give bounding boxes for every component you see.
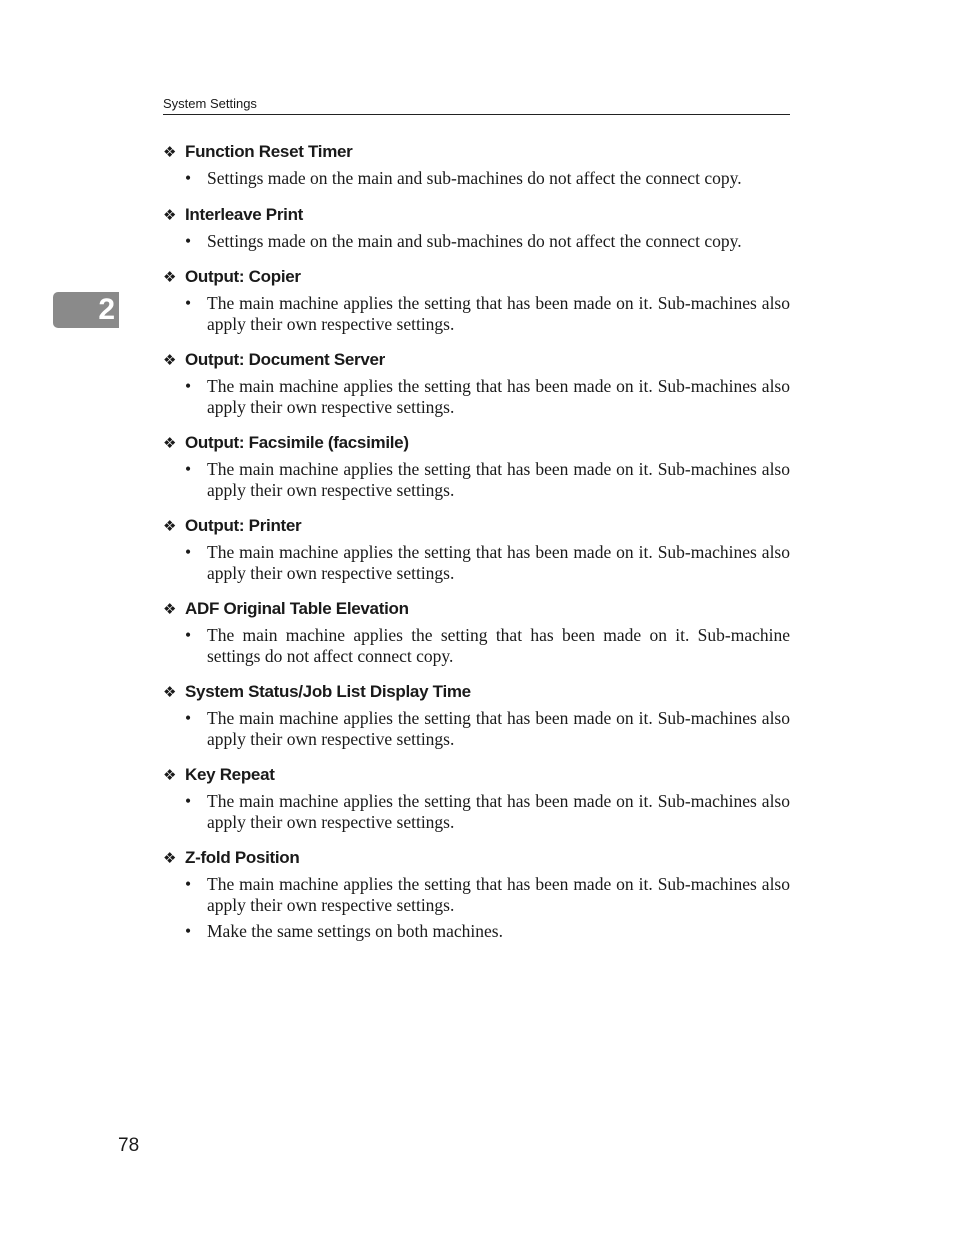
bullet-item [163, 542, 790, 583]
bullet-item [163, 376, 790, 417]
bullet-list [163, 376, 790, 417]
bullet-dot-icon: • [185, 376, 192, 396]
bullet-dot-icon: • [185, 293, 192, 313]
bullet-item [163, 168, 790, 189]
section-title: Output: Facsimile (facsimile) [185, 433, 409, 452]
chapter-tab: 2 [53, 292, 119, 328]
bullet-item [163, 708, 790, 749]
bullet-text: The main machine applies the setting that has been made on it. Sub-machines also apply their own respective settings. [207, 708, 790, 749]
bullet-list [163, 231, 790, 252]
bullet-text: Settings made on the main and sub-machines do not affect the connect copy. [207, 230, 742, 251]
section-title: Interleave Print [185, 204, 304, 224]
section-title: Z-fold Position [185, 848, 300, 867]
bullet-dot-icon: • [185, 459, 192, 479]
section-title: Output: Printer [185, 516, 302, 535]
diamond-bullet-icon: ❖ [163, 206, 177, 224]
bullet-dot-icon: • [185, 542, 192, 562]
section [163, 266, 790, 334]
section [163, 141, 790, 189]
diamond-bullet-icon: ❖ [163, 601, 177, 618]
section [163, 847, 790, 942]
diamond-bullet-icon: ❖ [163, 518, 177, 535]
bullet-text: The main machine applies the setting that has been made on it. Sub-machines also apply their own respective settings. [207, 459, 790, 500]
bullet-list [163, 293, 790, 334]
section-title: System Status/Job List Display Time [185, 682, 471, 701]
bullet-text: The main machine applies the setting that has been made on it. Sub-machines also apply their own respective settings. [207, 791, 790, 832]
section-title: Key Repeat [185, 765, 275, 784]
bullet-list [163, 874, 790, 942]
section-title: Function Reset Timer [185, 142, 353, 161]
diamond-bullet-icon: ❖ [163, 144, 177, 161]
bullet-dot-icon: • [185, 921, 192, 941]
section [163, 598, 790, 666]
diamond-bullet-icon: ❖ [163, 767, 177, 784]
page-number: 78 [118, 1135, 140, 1156]
bullet-dot-icon: • [185, 791, 192, 811]
bullet-list [163, 459, 790, 500]
diamond-bullet-icon: ❖ [163, 269, 177, 286]
bullet-item [163, 791, 790, 832]
section [163, 515, 790, 583]
bullet-item [163, 293, 790, 334]
section-title: Output: Copier [185, 267, 301, 286]
bullet-item [163, 921, 790, 942]
diamond-bullet-icon: ❖ [163, 850, 177, 867]
bullet-item [163, 874, 790, 915]
diamond-bullet-icon: ❖ [163, 352, 177, 369]
section [163, 349, 790, 417]
section-title: Output: Document Server [185, 350, 385, 369]
bullet-text: Settings made on the main and sub-machines do not affect the connect copy. [207, 168, 742, 188]
diamond-bullet-icon: ❖ [163, 684, 177, 701]
bullet-list [163, 791, 790, 832]
bullet-list [163, 542, 790, 583]
bullet-dot-icon: • [185, 168, 192, 188]
bullet-text: The main machine applies the setting that has been made on it. Sub-machines also apply their own respective settings. [207, 293, 790, 334]
section [163, 764, 790, 832]
running-header: System Settings [163, 96, 790, 115]
bullet-item [163, 231, 790, 252]
bullet-dot-icon: • [185, 625, 192, 645]
section [163, 432, 790, 500]
bullet-dot-icon: • [185, 230, 192, 251]
bullet-list [163, 168, 790, 189]
bullet-item [163, 625, 790, 666]
bullet-text: The main machine applies the setting that has been made on it. Sub-machine settings do not affect connect copy. [207, 625, 790, 666]
section [163, 204, 790, 252]
bullet-text: The main machine applies the setting that has been made on it. Sub-machines also apply their own respective settings. [207, 874, 790, 915]
bullet-dot-icon: • [185, 874, 192, 894]
bullet-dot-icon: • [185, 708, 192, 728]
bullet-item [163, 459, 790, 500]
bullet-list [163, 625, 790, 666]
section-title: ADF Original Table Elevation [185, 599, 409, 618]
bullet-list [163, 708, 790, 749]
section [163, 681, 790, 749]
bullet-text: Make the same settings on both machines. [207, 921, 503, 941]
bullet-text: The main machine applies the setting that has been made on it. Sub-machines also apply their own respective settings. [207, 376, 790, 417]
diamond-bullet-icon: ❖ [163, 435, 177, 452]
bullet-text: The main machine applies the setting that has been made on it. Sub-machines also apply their own respective settings. [207, 542, 790, 583]
section-list [163, 141, 790, 948]
